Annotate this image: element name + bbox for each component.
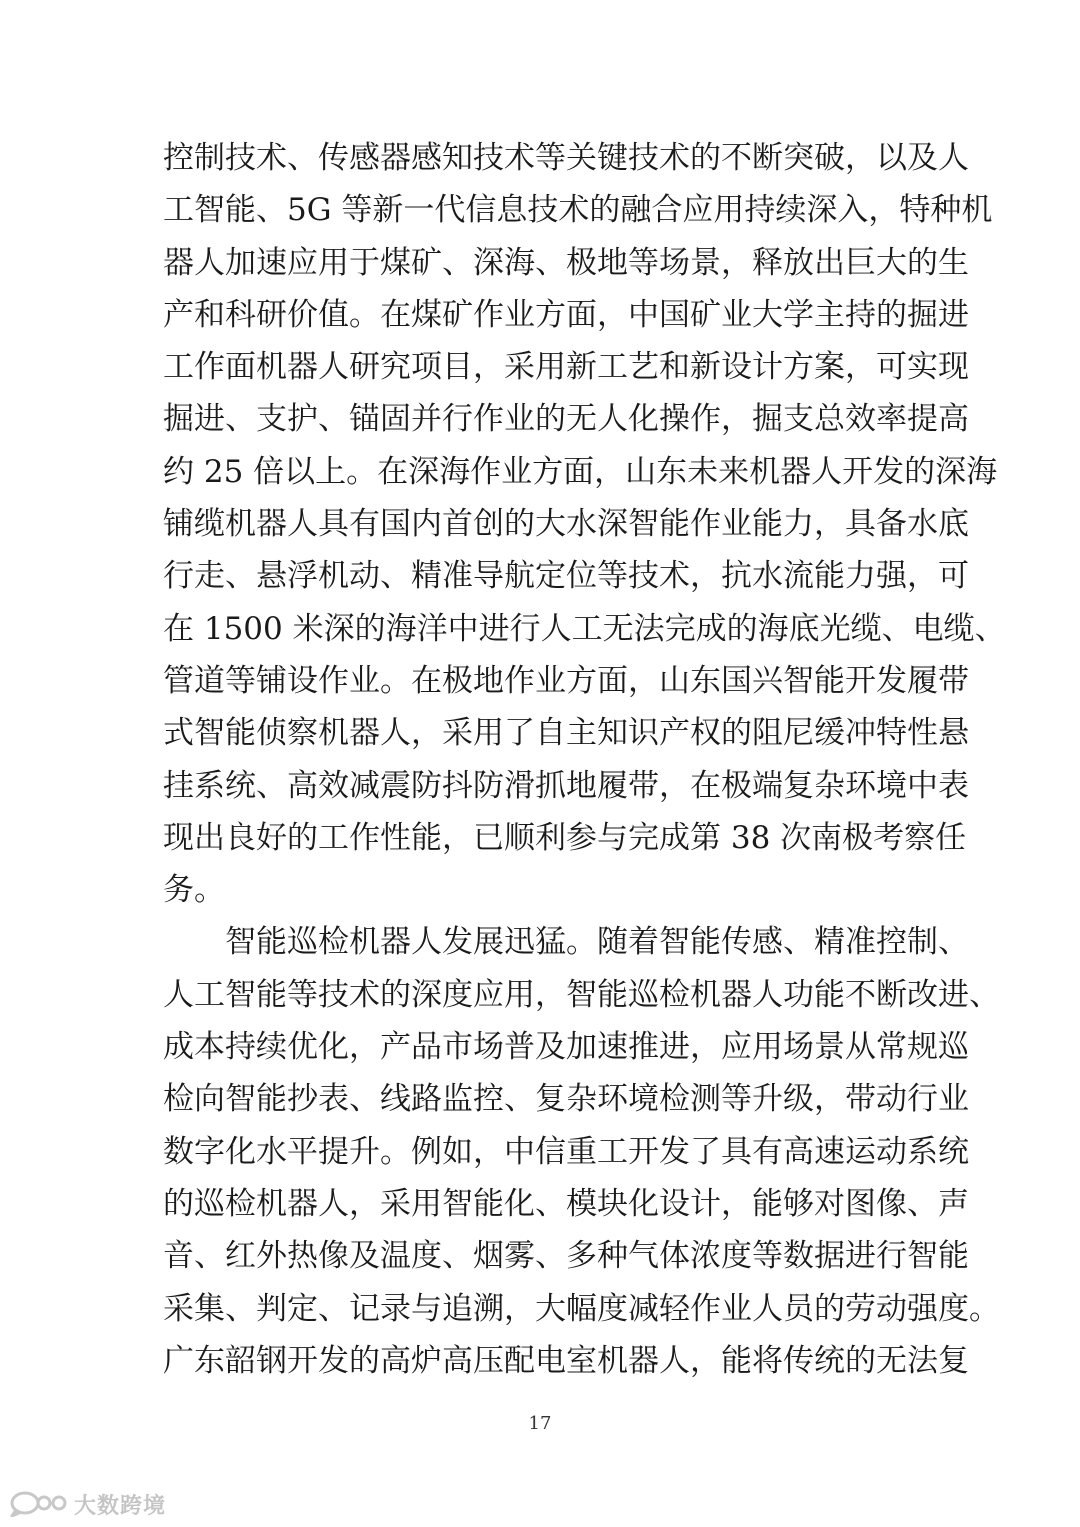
watermark-text: 大数跨境 (74, 1493, 167, 1519)
body-text (163, 132, 1006, 1387)
paragraph-2-line: 智能巡检机器人发展迅猛。随着智能传感、精准控制、 (225, 924, 969, 961)
paragraph-2-line: 的巡检机器人，采用智能化、模块化设计，能够对图像、声 (163, 1185, 969, 1222)
paragraph-1-line: 约 25 倍以上。在深海作业方面，山东未来机器人开发的深海 (163, 453, 998, 490)
paragraph-2-line: 数字化水平提升。例如，中信重工开发了具有高速运动系统 (163, 1133, 969, 1170)
paragraph-1-line: 工作面机器人研究项目，采用新工艺和新设计方案，可实现 (163, 349, 969, 386)
page-number: 17 (528, 1413, 552, 1434)
paragraph-2-line: 采集、判定、记录与追溯，大幅度减轻作业人员的劳动强度。 (163, 1290, 1000, 1327)
paragraph-1-line: 管道等铺设作业。在极地作业方面，山东国兴智能开发履带 (163, 662, 969, 699)
paragraph-1-line: 务。 (163, 872, 225, 909)
paragraph-2-line: 人工智能等技术的深度应用，智能巡检机器人功能不断改进、 (163, 976, 1000, 1013)
watermark (8, 1489, 166, 1519)
chat-bubble-logo-icon (8, 1491, 68, 1517)
paragraph-1-line: 控制技术、传感器感知技术等关键技术的不断突破，以及人 (163, 140, 969, 176)
paragraph-2-line: 广东韶钢开发的高炉高压配电室机器人，能将传统的无法复 (163, 1342, 969, 1379)
paragraph-1-line: 行走、悬浮机动、精准导航定位等技术，抗水流能力强，可 (163, 558, 969, 595)
paragraph-1-line: 掘进、支护、锚固并行作业的无人化操作，掘支总效率提高 (163, 401, 969, 438)
paragraph-1-line: 器人加速应用于煤矿、深海、极地等场景，释放出巨大的生 (163, 244, 969, 281)
paragraph-1-line: 工智能、5G 等新一代信息技术的融合应用持续深入，特种机 (163, 192, 993, 229)
paragraph-1-line: 现出良好的工作性能，已顺利参与完成第 38 次南极考察任 (163, 819, 967, 856)
paragraph-2-line: 检向智能抄表、线路监控、复杂环境检测等升级，带动行业 (163, 1081, 969, 1118)
paragraph-1-line: 产和科研价值。在煤矿作业方面，中国矿业大学主持的掘进 (163, 296, 969, 333)
paragraph-2-line: 音、红外热像及温度、烟雾、多种气体浓度等数据进行智能 (163, 1238, 969, 1275)
paragraph-2-line: 成本持续优化，产品市场普及加速推进，应用场景从常规巡 (163, 1029, 969, 1066)
paragraph-1-line: 式智能侦察机器人，采用了自主知识产权的阻尼缓冲特性悬 (163, 715, 969, 752)
paragraph-1-line: 在 1500 米深的海洋中进行人工无法完成的海底光缆、电缆、 (163, 610, 1006, 647)
paragraph-1-line: 铺缆机器人具有国内首创的大水深智能作业能力，具备水底 (163, 506, 969, 543)
paragraph-1-line: 挂系统、高效减震防抖防滑抓地履带，在极端复杂环境中表 (163, 767, 969, 804)
